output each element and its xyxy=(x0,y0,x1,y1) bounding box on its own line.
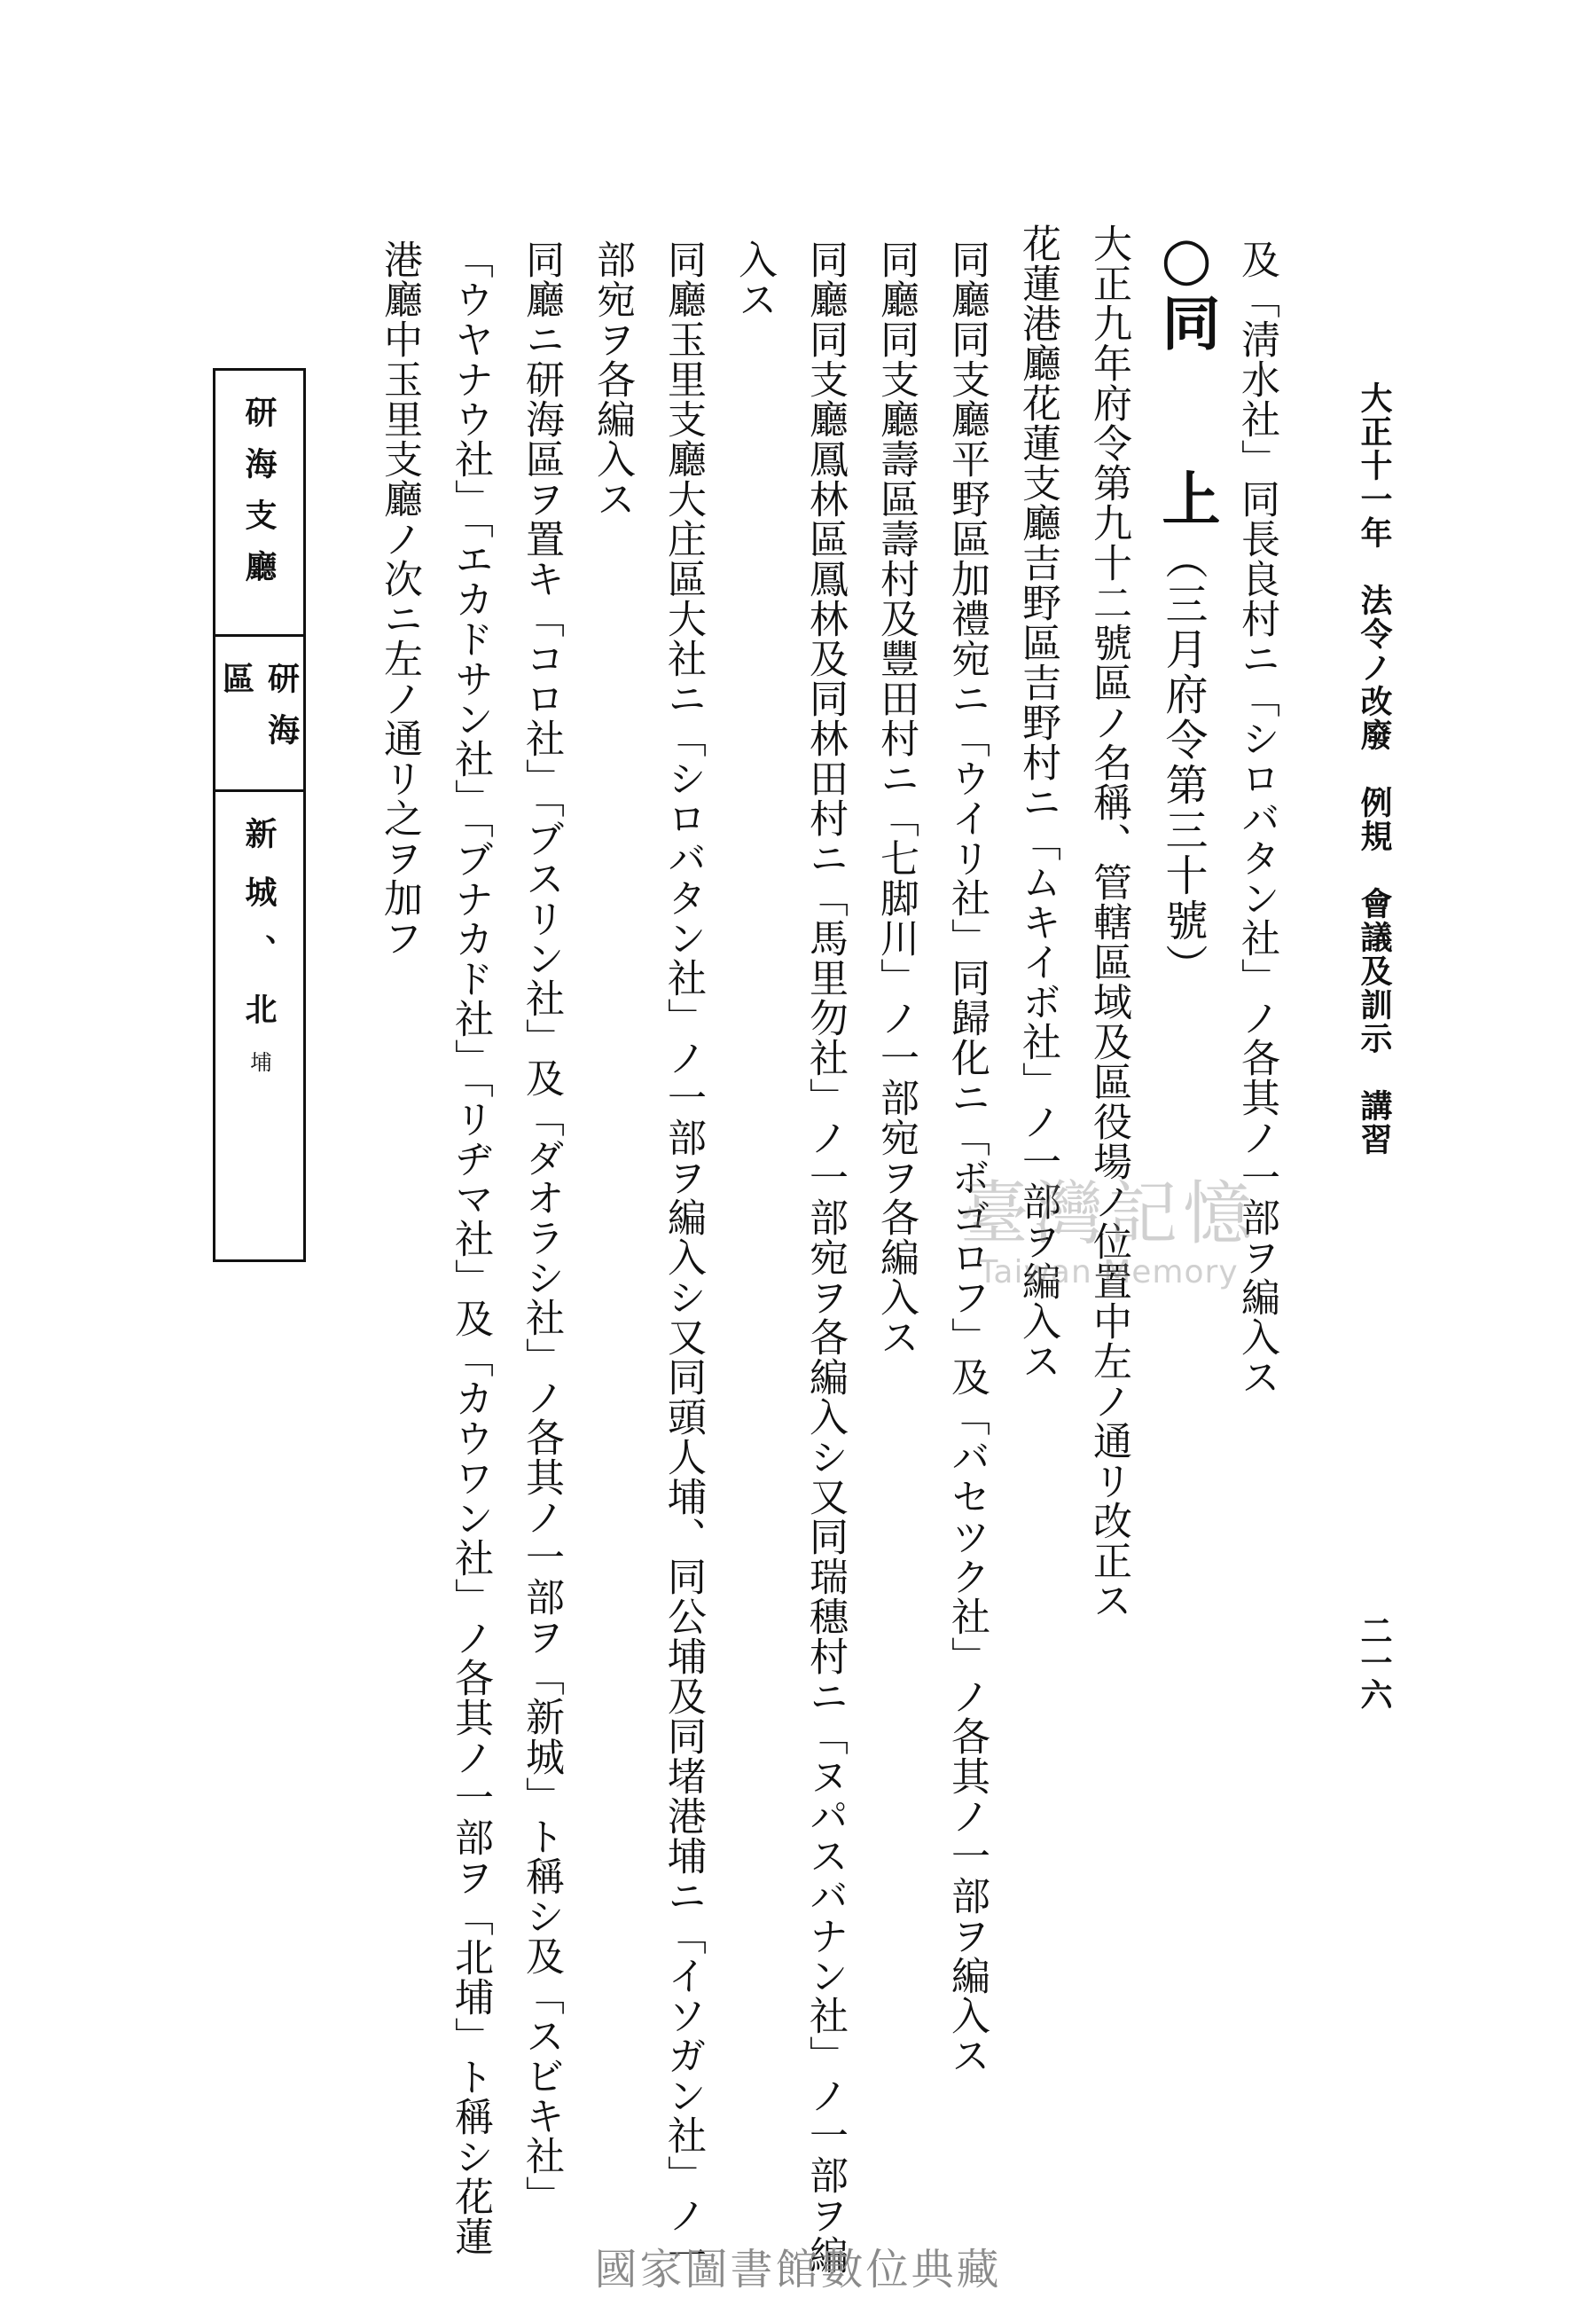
section-heading xyxy=(1152,224,1221,527)
text-line: 大正九年府令第九十二號區ノ名稱、管轄區域及區役場ノ位置中左ノ通リ改正ス xyxy=(1086,224,1131,1620)
text-line: 港廳中玉里支廳ノ次ニ左ノ通リ之ヲ加フ xyxy=(377,239,422,958)
table-cell-villages xyxy=(215,792,303,1262)
heading-subtitle: （三月府令第三十號） xyxy=(1158,537,1208,989)
text-line: 入ス xyxy=(732,239,777,319)
text-line: 花蓮港廳花蓮支廳吉野區吉野村ニ「ムキイボ社」ノ一部ヲ編入ス xyxy=(1015,224,1060,1381)
table-cell-branch-office: 研海支廳 xyxy=(215,371,303,637)
text-line: 同廳同支廳鳳林區鳳林及同林田村ニ「馬里勿社」ノ一部宛ヲ各編入シ又同瑞穗村ニ「ヌパスバナン社」ノ一部ヲ編 xyxy=(802,239,848,2275)
page-number: 二一六 xyxy=(1356,1614,1393,1710)
table-cell-district: 研海區 xyxy=(215,637,303,792)
text-line: 同廳同支廳壽區壽村及豐田村ニ「七脚川」ノ一部宛ヲ各編入ス xyxy=(873,239,919,1357)
heading-text: 同 上 xyxy=(1152,293,1221,527)
circle-mark: ○ xyxy=(1152,224,1221,293)
table-cell-villages-text: 新城、北 xyxy=(240,817,278,1051)
watermark-title: 臺灣記憶 xyxy=(958,1174,1257,1254)
district-table xyxy=(213,368,306,1262)
text-line: 同廳玉里支廳大庄區大社ニ「シロバタン社」ノ一部ヲ編入シ又同頭人埔、同公埔及同堵港埔ニ「イソガン社」ノ一 xyxy=(661,239,706,2275)
watermark-subtitle: Taiwan Memory xyxy=(978,1254,1239,1290)
watermark xyxy=(922,1174,1295,1313)
footer-caption: 國家圖書館數位典藏 xyxy=(594,2245,1002,2294)
table-cell-villages-small: 埔 xyxy=(246,1051,271,1072)
text-line: 同廳ニ研海區ヲ置キ「コロ社」「ブスリン社」及「ダオラシ社」ノ各其ノ一部ヲ「新城」ト稱シ及「スビキ社」 xyxy=(519,239,564,2216)
text-line: 部宛ヲ各編入ス xyxy=(590,239,635,519)
text-line: 同廳同支廳平野區加禮宛ニ「ウイリ社」同歸化ニ「ボゴロフ」及「バセツク社」ノ各其ノ一部ヲ編入ス xyxy=(944,239,990,2075)
text-line: 「ウヤナウ社」「エカドサン社」「ブナカド社」「リヂマ社」及「カウワン社」ノ各其ノ一部ヲ「北埔」ト稱シ花蓮 xyxy=(448,239,493,2256)
running-header: 大正十一年 法令ノ改廢 例規 會議及訓示 講習 xyxy=(1356,381,1393,1157)
text-line: 及「淸水社」同長良村ニ「シロバタン社」ノ各其ノ一部ヲ編入ス xyxy=(1234,239,1279,1397)
